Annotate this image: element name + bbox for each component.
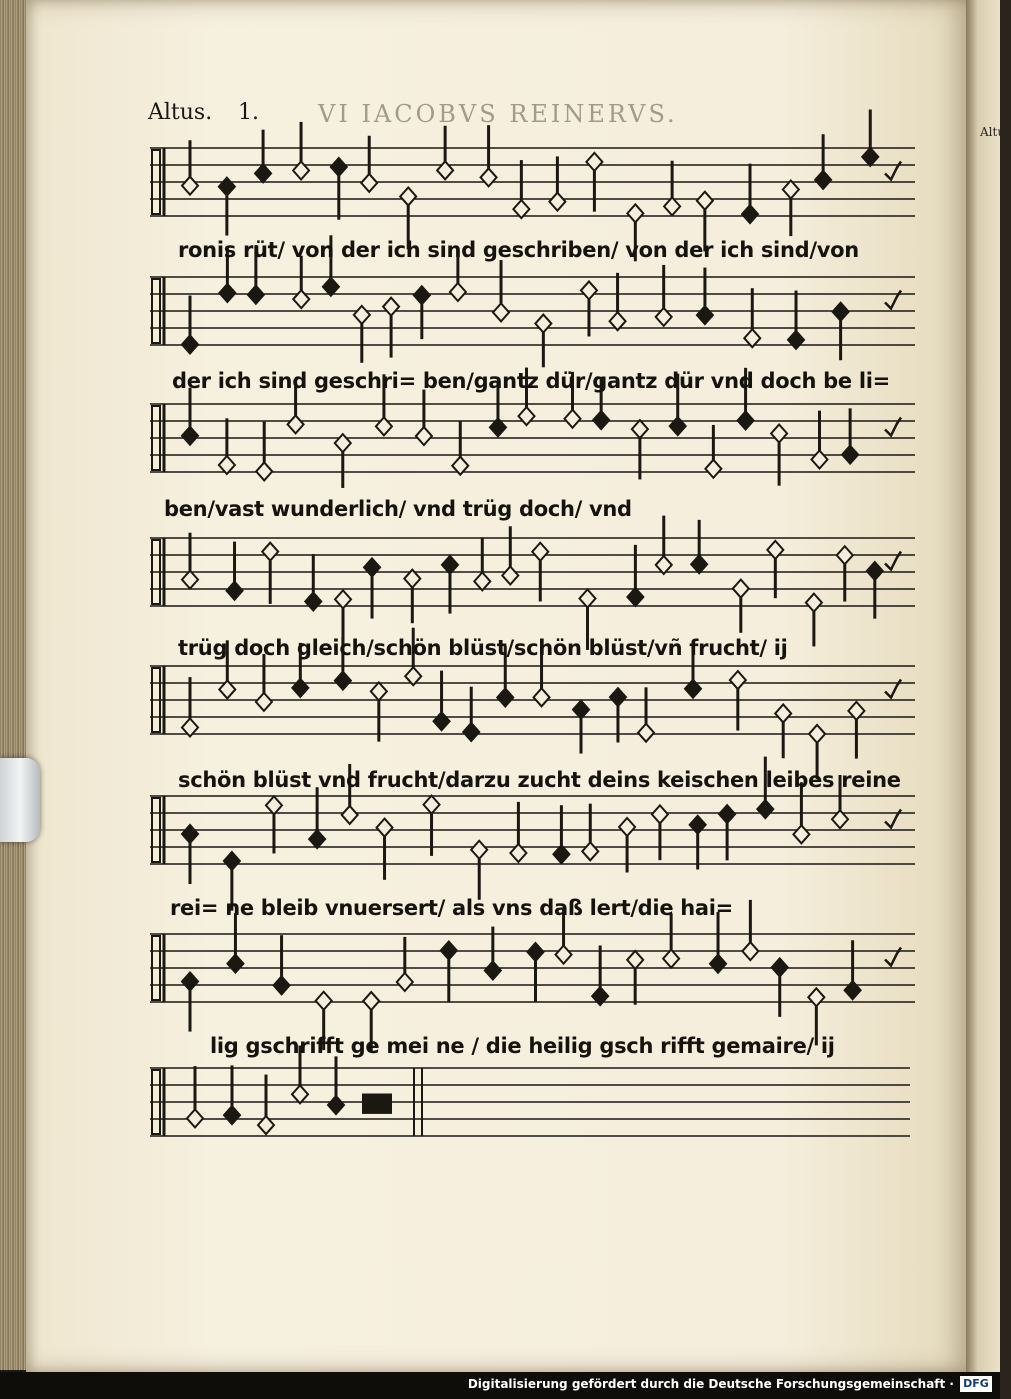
note — [182, 972, 198, 990]
note — [182, 427, 198, 445]
note — [437, 161, 453, 179]
note — [414, 286, 430, 304]
note — [582, 842, 598, 860]
lyric-line: ben/vast wunderlich/ vnd trüg doch/ vnd — [164, 497, 632, 521]
note — [586, 153, 602, 171]
note — [305, 593, 321, 611]
note — [767, 541, 783, 559]
note — [663, 950, 679, 968]
facing-page-header: Altus — [980, 125, 1011, 139]
note — [579, 590, 595, 608]
note — [485, 962, 501, 980]
note — [556, 946, 572, 964]
note — [652, 805, 668, 823]
note — [377, 819, 393, 837]
note — [316, 992, 332, 1010]
note — [783, 180, 799, 198]
note — [565, 410, 581, 428]
note — [619, 818, 635, 836]
note — [219, 178, 235, 196]
note — [335, 672, 351, 690]
note — [772, 958, 788, 976]
note — [532, 543, 548, 561]
note — [730, 671, 746, 689]
note — [434, 712, 450, 730]
note — [757, 800, 773, 818]
note — [793, 825, 809, 843]
note — [670, 417, 686, 435]
note — [293, 290, 309, 308]
note — [493, 303, 509, 321]
note — [815, 171, 831, 189]
note — [182, 571, 198, 589]
note — [342, 806, 358, 824]
note — [742, 942, 758, 960]
note — [742, 205, 758, 223]
note — [833, 303, 849, 321]
note — [471, 841, 487, 859]
note — [376, 417, 392, 435]
note — [862, 148, 878, 166]
note — [354, 306, 370, 324]
note — [224, 852, 240, 870]
note — [441, 941, 457, 959]
note — [364, 558, 380, 576]
note — [400, 187, 416, 205]
note — [361, 174, 377, 192]
note — [534, 688, 550, 706]
note — [502, 566, 518, 584]
lyric-line: ronis rüt/ von der ich sind geschriben/ von der ich sind/von — [178, 238, 859, 262]
note — [627, 951, 643, 969]
note — [288, 415, 304, 433]
note — [450, 283, 466, 301]
note — [593, 411, 609, 429]
note — [293, 161, 309, 179]
note — [697, 192, 713, 210]
note — [371, 682, 387, 700]
note — [867, 562, 883, 580]
note — [581, 281, 597, 299]
note — [710, 955, 726, 973]
note — [442, 556, 458, 574]
note — [274, 976, 290, 994]
note — [248, 286, 264, 304]
note — [775, 704, 791, 722]
running-title-showthrough: VI IACOBVS REINERVS. — [318, 100, 678, 128]
footer-credit: Digitalisierung gefördert durch die Deutsche Forschungsgemeinschaft · — [467, 1377, 954, 1391]
note — [733, 580, 749, 598]
note — [627, 588, 643, 606]
lyric-line: der ich sind geschri= ben/gantz dür/gantz dür vnd doch be li= — [172, 369, 890, 393]
note — [219, 284, 235, 302]
lyric-line: trüg doch gleich/schön blüst/schön blüst/vñ frucht/ ij — [178, 636, 788, 660]
note — [182, 335, 198, 353]
note — [549, 193, 565, 211]
note — [771, 424, 787, 442]
note — [262, 543, 278, 561]
note — [808, 988, 824, 1006]
note — [811, 451, 827, 469]
note — [738, 411, 754, 429]
lyric-line: lig gschrifft ge mei ne / die heilig gsch rifft gemaire/ ij — [210, 1034, 835, 1058]
note — [227, 955, 243, 973]
note — [705, 460, 721, 478]
note — [335, 434, 351, 452]
note — [842, 446, 858, 464]
note — [292, 679, 308, 697]
note — [182, 177, 198, 195]
voice-label: Altus. — [148, 100, 213, 125]
note — [632, 420, 648, 438]
note — [845, 981, 861, 999]
longa — [362, 1094, 392, 1114]
note — [256, 462, 272, 480]
note — [424, 796, 440, 814]
note — [610, 688, 626, 706]
note — [497, 688, 513, 706]
lyric-line: schön blüst vnd frucht/darzu zucht deins keischen leibes reine — [178, 768, 901, 792]
note — [292, 1085, 308, 1103]
note — [535, 315, 551, 333]
note — [806, 594, 822, 612]
note — [383, 298, 399, 316]
note — [187, 1109, 203, 1127]
note — [463, 723, 479, 741]
note — [474, 572, 490, 590]
note — [224, 1106, 240, 1124]
note — [331, 158, 347, 176]
note — [837, 546, 853, 564]
note — [227, 582, 243, 600]
digitization-footer — [0, 1372, 1000, 1399]
note — [309, 830, 325, 848]
note — [627, 204, 643, 222]
note — [809, 725, 825, 743]
note — [256, 693, 272, 711]
note — [481, 168, 497, 186]
note — [697, 306, 713, 324]
note — [690, 816, 706, 834]
note — [182, 825, 198, 843]
note — [664, 197, 680, 215]
lyric-line: rei= ne bleib vnuersert/ als vns daß lert/die hai= — [170, 896, 733, 920]
note — [519, 407, 535, 425]
note — [328, 1096, 344, 1114]
note — [527, 943, 543, 961]
note — [573, 701, 589, 719]
note — [397, 973, 413, 991]
note — [719, 805, 735, 823]
note — [363, 992, 379, 1010]
note — [691, 555, 707, 573]
note — [266, 796, 282, 814]
part-number: 1. — [238, 100, 259, 125]
note — [638, 724, 654, 742]
note — [553, 845, 569, 863]
note — [323, 278, 339, 296]
dfg-logo: DFG — [960, 1376, 992, 1392]
note — [416, 427, 432, 445]
note — [255, 164, 271, 182]
note — [788, 331, 804, 349]
